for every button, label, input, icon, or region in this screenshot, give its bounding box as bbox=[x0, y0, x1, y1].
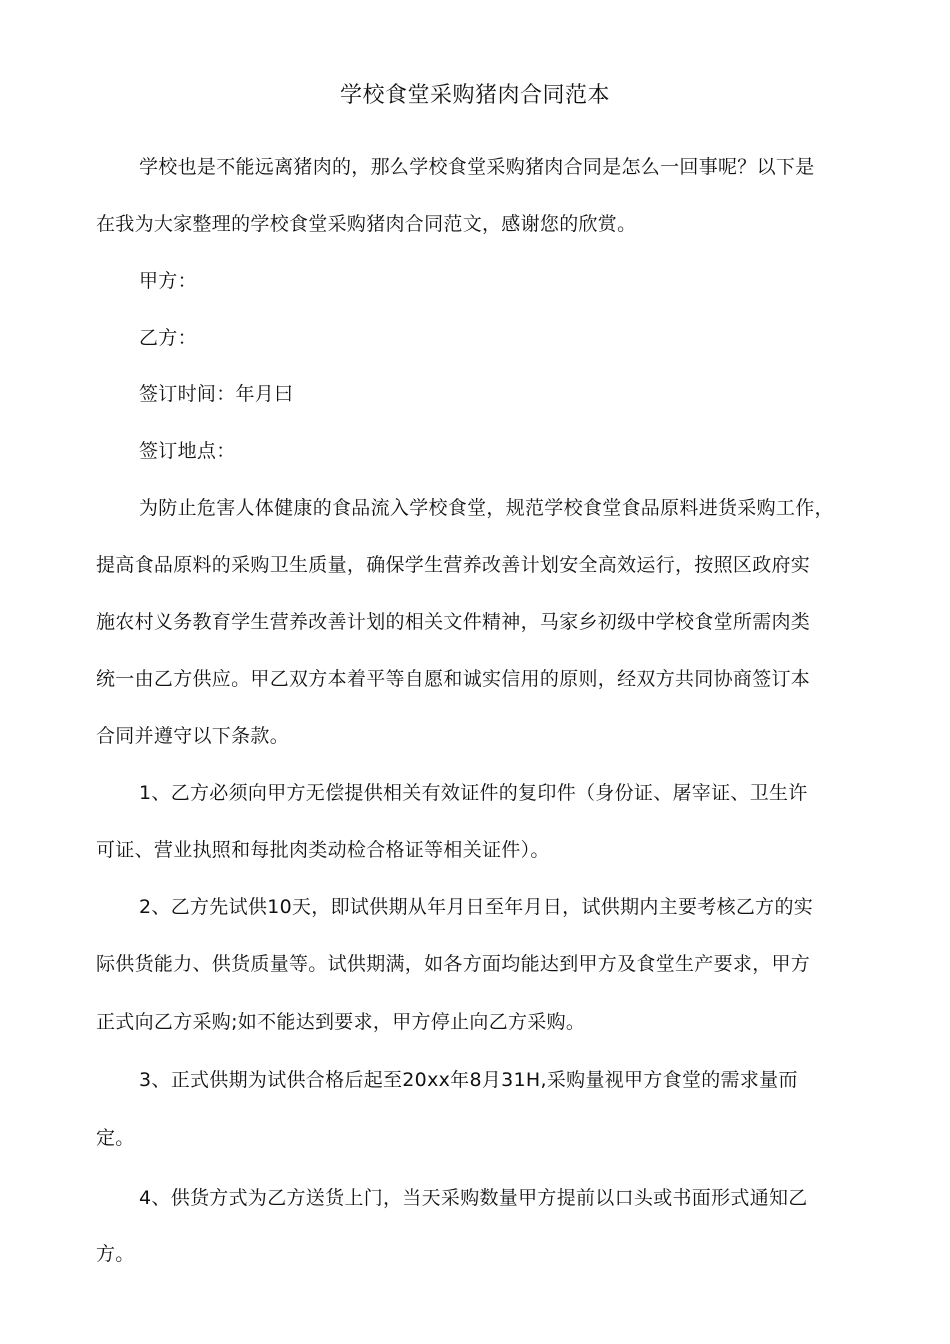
preamble-line-1: 为防止危害人体健康的食品流入学校食堂，规范学校食堂食品原料进货采购工作， bbox=[139, 497, 834, 519]
clause-3-line-1: 3、正式供期为试供合格后起至20xx年8月31H,采购量视甲方食堂的需求量而 bbox=[139, 1069, 798, 1091]
clause-2-line-3: 正式向乙方采购;如不能达到要求，甲方停止向乙方采购。 bbox=[96, 1011, 586, 1033]
clause-1-line-2: 可证、营业执照和每批肉类动检合格证等相关证件）。 bbox=[96, 839, 550, 861]
preamble-line-5: 合同并遵守以下条款。 bbox=[96, 725, 290, 747]
party-a-label: 甲方： bbox=[139, 270, 197, 292]
document-title: 学校食堂采购猪肉合同范本 bbox=[339, 83, 610, 108]
clause-4-line-2: 方。 bbox=[96, 1243, 135, 1265]
preamble-line-3: 施农村义务教育学生营养改善计划的相关文件精神，马家乡初级中学校食堂所需肉类 bbox=[96, 611, 811, 633]
preamble-line-2: 提高食品原料的采购卫生质量，确保学生营养改善计划安全高效运行，按照区政府实 bbox=[96, 554, 811, 576]
clause-2-line-2: 际供货能力、供货质量等。试供期满，如各方面均能达到甲方及食堂生产要求，甲方 bbox=[96, 953, 811, 975]
clause-4-line-1: 4、供货方式为乙方送货上门，当天采购数量甲方提前以口头或书面形式通知乙 bbox=[139, 1187, 808, 1209]
intro-line-1: 学校也是不能远离猪肉的，那么学校食堂采购猪肉合同是怎么一回事呢？以下是 bbox=[139, 156, 815, 178]
preamble-line-4: 统一由乙方供应。甲乙双方本着平等自愿和诚实信用的原则，经双方共同协商签订本 bbox=[96, 668, 811, 690]
signing-time-label: 签订时间：年月曰 bbox=[139, 383, 294, 405]
intro-line-2: 在我为大家整理的学校食堂采购猪肉合同范文，感谢您的欣赏。 bbox=[96, 213, 637, 235]
clause-3-line-2: 定。 bbox=[96, 1127, 135, 1149]
party-b-label: 乙方： bbox=[139, 327, 197, 349]
clause-1-line-1: 1、乙方必须向甲方无偿提供相关有效证件的复印件（身份证、屠宰证、卫生许 bbox=[139, 782, 808, 804]
signing-place-label: 签订地点： bbox=[139, 440, 236, 462]
clause-2-line-1: 2、乙方先试供10天，即试供期从年月日至年月日，试供期内主要考核乙方的实 bbox=[139, 896, 814, 918]
